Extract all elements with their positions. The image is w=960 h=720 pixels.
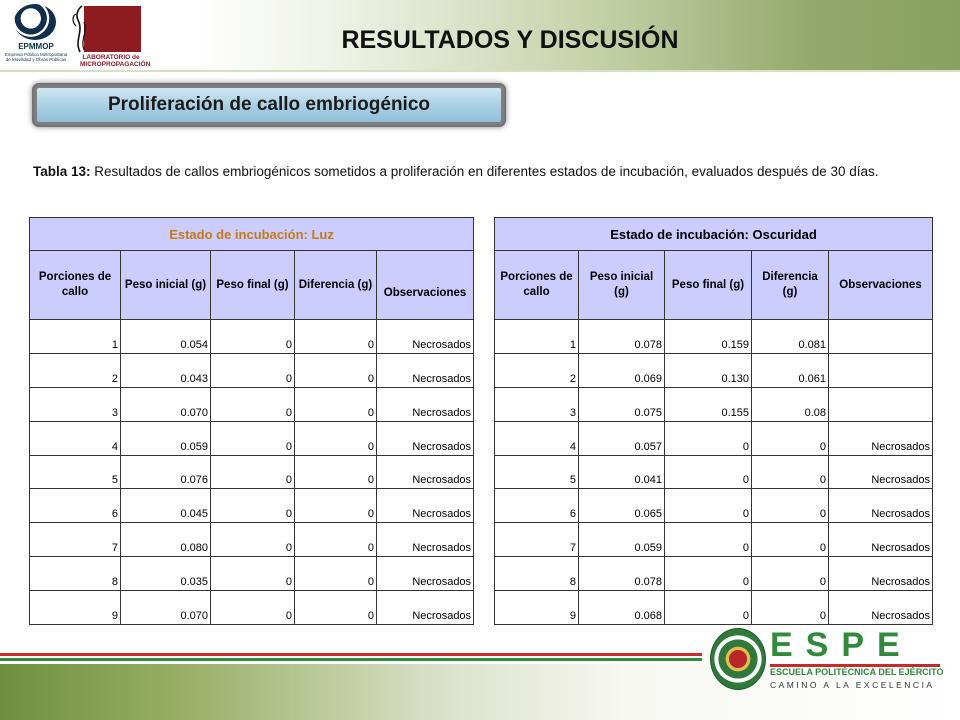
luz-header-peso-final: Peso final (g) <box>211 251 295 320</box>
laboratorio-logo <box>66 2 151 70</box>
luz-header-diferencia: Diferencia (g) <box>295 251 377 320</box>
table-row <box>30 353 474 387</box>
table-cell: 0 <box>211 455 295 489</box>
epmmop-logo <box>4 2 68 70</box>
table-cell: 8 <box>30 557 121 591</box>
section-subtitle: Proliferación de callo embriogénico <box>35 86 503 124</box>
table-row <box>30 455 474 489</box>
table-cell: 0.041 <box>579 455 665 489</box>
table-cell: 0.070 <box>121 591 211 625</box>
table-cell: 0.043 <box>121 353 211 387</box>
table-cell: 0 <box>665 591 752 625</box>
espe-logo <box>704 624 960 694</box>
table-cell <box>829 353 933 387</box>
table-cell: 3 <box>495 387 579 421</box>
table-row <box>30 591 474 625</box>
table-row <box>30 421 474 455</box>
table-cell: Necrosados <box>377 523 474 557</box>
table-cell: Necrosados <box>377 421 474 455</box>
table-row <box>30 387 474 421</box>
table-cell: 0.059 <box>121 421 211 455</box>
table-cell: 6 <box>495 489 579 523</box>
table-cell: 0 <box>211 591 295 625</box>
table-row <box>495 591 933 625</box>
table-cell: 9 <box>495 591 579 625</box>
table-cell: 0 <box>295 489 377 523</box>
table-cell: 0 <box>665 455 752 489</box>
table-cell: 5 <box>495 455 579 489</box>
table-cell: 3 <box>30 387 121 421</box>
laboratorio-logo-text: LABORATORIO de MICROPROPAGACIÓN <box>80 54 151 68</box>
espe-motto: CAMINO A LA EXCELENCIA <box>770 680 935 690</box>
table-cell: 0.057 <box>579 421 665 455</box>
espe-institution: ESCUELA POLITÉCNICA DEL EJÉRCITO <box>770 667 944 677</box>
table-row <box>495 523 933 557</box>
table-cell: Necrosados <box>829 489 933 523</box>
osc-header-peso-final: Peso final (g) <box>665 251 752 320</box>
table-cell: 0 <box>295 387 377 421</box>
table-cell: Necrosados <box>829 557 933 591</box>
table-cell <box>829 387 933 421</box>
osc-header-diferencia: Diferencia (g) <box>752 251 829 320</box>
table-row <box>495 421 933 455</box>
epmmop-logo-subtitle: Empresa Pública Metropolitana de Movilidad y Obras Públicas <box>4 52 68 62</box>
table-cell: 0 <box>295 353 377 387</box>
laboratorio-red-block <box>84 6 141 52</box>
table-cell: 0 <box>295 421 377 455</box>
table-cell: 1 <box>30 320 121 354</box>
footer-green-stripe <box>0 658 702 661</box>
table-cell: Necrosados <box>377 489 474 523</box>
espe-brand: ESPE <box>770 626 913 664</box>
table-cell: 7 <box>30 523 121 557</box>
table-cell: Necrosados <box>377 557 474 591</box>
table-luz-title: Estado de incubación: Luz <box>30 218 474 251</box>
table-cell: 0.155 <box>665 387 752 421</box>
osc-header-peso-inicial: Peso inicial (g) <box>579 251 665 320</box>
table-cell: Necrosados <box>829 523 933 557</box>
table-cell: 0 <box>211 557 295 591</box>
table-row <box>495 387 933 421</box>
luz-header-porciones: Porciones de callo <box>30 251 121 320</box>
table-cell: 0.061 <box>752 353 829 387</box>
table-cell: 0 <box>665 489 752 523</box>
table-cell: 0.069 <box>579 353 665 387</box>
table-cell: 0 <box>752 591 829 625</box>
table-luz <box>29 217 474 625</box>
table-cell: 1 <box>495 320 579 354</box>
table-cell: 0.159 <box>665 320 752 354</box>
osc-header-porciones: Porciones de callo <box>495 251 579 320</box>
table-cell: 0 <box>752 421 829 455</box>
table-row <box>30 489 474 523</box>
table-cell: 0 <box>665 557 752 591</box>
table-cell: 0.065 <box>579 489 665 523</box>
table-cell: 9 <box>30 591 121 625</box>
header-divider <box>0 70 960 72</box>
table-cell: 6 <box>30 489 121 523</box>
table-cell: Necrosados <box>377 455 474 489</box>
table-cell: 0 <box>665 421 752 455</box>
table-cell: 0 <box>295 523 377 557</box>
table-cell: 0.054 <box>121 320 211 354</box>
table-row <box>495 353 933 387</box>
table-cell: 0 <box>211 387 295 421</box>
table-cell: 0.059 <box>579 523 665 557</box>
table-row <box>495 489 933 523</box>
epmmop-logo-name: EPMMOP <box>18 42 54 51</box>
table-cell: 0 <box>295 557 377 591</box>
table-cell: 0 <box>211 320 295 354</box>
table-cell: 0 <box>752 523 829 557</box>
osc-header-observaciones: Observaciones <box>829 251 933 320</box>
table-cell: 0.070 <box>121 387 211 421</box>
table-cell: 0 <box>752 489 829 523</box>
table-cell: 0.080 <box>121 523 211 557</box>
table-cell: 4 <box>30 421 121 455</box>
table-cell: Necrosados <box>377 387 474 421</box>
table-oscuridad <box>494 217 933 625</box>
table-cell: 0.130 <box>665 353 752 387</box>
table-cell: 0 <box>665 523 752 557</box>
table-cell: 0 <box>211 523 295 557</box>
caption-text: Resultados de callos embriogénicos sometidos a proliferación en diferentes estados de incubación, evaluados después de 30 días. <box>94 164 879 179</box>
table-oscuridad-title: Estado de incubación: Oscuridad <box>495 218 933 251</box>
table-cell: Necrosados <box>377 353 474 387</box>
table-cell: 2 <box>30 353 121 387</box>
table-cell: 0 <box>211 353 295 387</box>
table-cell: 0.068 <box>579 591 665 625</box>
table-cell: 0 <box>295 455 377 489</box>
espe-seal-icon <box>710 628 766 690</box>
epmmop-emblem-icon <box>14 4 56 40</box>
table-cell: 0.078 <box>579 320 665 354</box>
table-cell: 0.075 <box>579 387 665 421</box>
table-cell: 5 <box>30 455 121 489</box>
table-cell: 0.078 <box>579 557 665 591</box>
page-title: RESULTADOS Y DISCUSIÓN <box>341 26 679 54</box>
table-cell: Necrosados <box>829 421 933 455</box>
table-row <box>30 557 474 591</box>
table-cell: 4 <box>495 421 579 455</box>
table-row <box>495 320 933 354</box>
table-cell: 0.081 <box>752 320 829 354</box>
table-cell <box>829 320 933 354</box>
table-cell: 7 <box>495 523 579 557</box>
table-row <box>30 523 474 557</box>
table-cell: 0.045 <box>121 489 211 523</box>
luz-header-peso-inicial: Peso inicial (g) <box>121 251 211 320</box>
table-cell: Necrosados <box>377 320 474 354</box>
table-row <box>30 320 474 354</box>
table-cell: Necrosados <box>829 591 933 625</box>
table-cell: 0 <box>752 557 829 591</box>
table-cell: 0.035 <box>121 557 211 591</box>
caption-label: Tabla 13: <box>33 164 91 179</box>
table-cell: 0 <box>295 591 377 625</box>
table-caption <box>33 163 913 180</box>
table-row <box>495 557 933 591</box>
table-cell: 0.076 <box>121 455 211 489</box>
table-cell: 0.08 <box>752 387 829 421</box>
table-cell: 2 <box>495 353 579 387</box>
table-cell: 0 <box>752 455 829 489</box>
plant-sprout-icon <box>70 4 90 54</box>
table-cell: 0 <box>211 421 295 455</box>
table-row <box>495 455 933 489</box>
table-cell: 0 <box>211 489 295 523</box>
table-cell: 0 <box>295 320 377 354</box>
table-cell: 8 <box>495 557 579 591</box>
table-cell: Necrosados <box>829 455 933 489</box>
table-cell: Necrosados <box>377 591 474 625</box>
luz-header-observaciones: Observaciones <box>377 251 474 320</box>
